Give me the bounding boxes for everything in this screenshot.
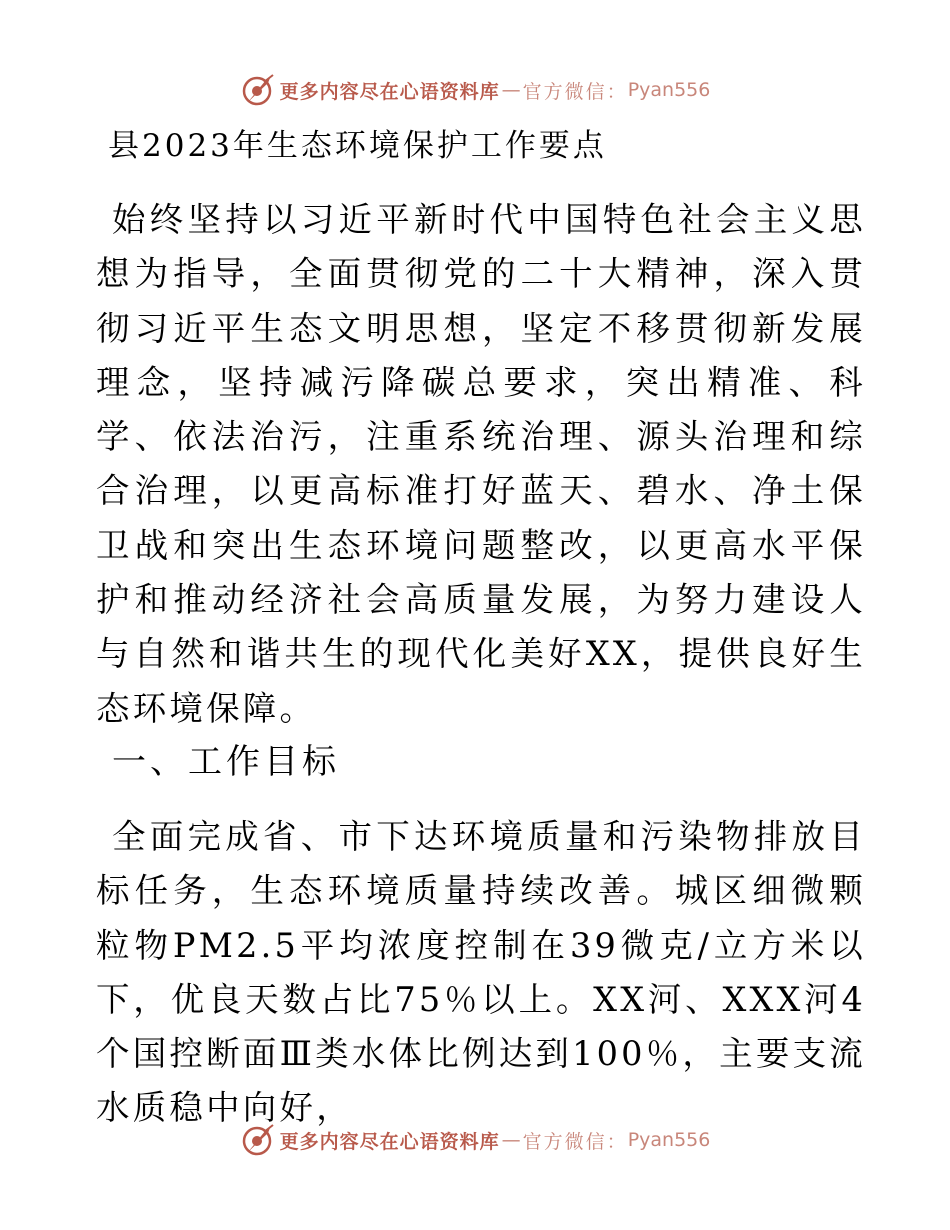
watermark-brand: 更多内容尽在心语资料库 [279, 1130, 500, 1153]
quill-logo-icon [240, 1122, 276, 1158]
watermark-wechat-id: Pyan556 [627, 1129, 711, 1151]
section-heading-work-goals: 一、工作目标 [112, 742, 340, 782]
watermark-label: 官方微信： [522, 80, 628, 103]
watermark-label: 官方微信： [522, 1130, 628, 1153]
watermark-header [0, 70, 950, 110]
paragraph-intro: 始终坚持以习近平新时代中国特色社会主义思想为指导，全面贯彻党的二十大精神，深入贯彻习近平生态文明思想，坚定不移贯彻新发展理念，坚持减污降碳总要求，突出精准、科学、依法治污，注重系统治理、源头治理和综合治理，以更高标准打好蓝天、碧水、净土保卫战和突出生态环境问题整改，以更高水平保护和推动经济社会高质量发展，为努力建设人与自然和谐共生的现代化美好XX，提供良好生态环境保障。 [96, 200, 866, 728]
watermark-wechat-id: Pyan556 [627, 79, 711, 101]
watermark-separator: — [501, 79, 521, 101]
quill-logo-icon [240, 72, 276, 108]
document-title: 县2023年生态环境保护工作要点 [108, 128, 607, 164]
watermark-brand: 更多内容尽在心语资料库 [279, 80, 500, 103]
watermark-footer [0, 1120, 950, 1160]
watermark-separator: — [501, 1129, 521, 1151]
paragraph-work-goals: 全面完成省、市下达环境质量和污染物排放目标任务，生态环境质量持续改善。城区细微颗粒物PM2.5平均浓度控制在39微克/立方米以下，优良天数占比75％以上。XX河、XXX河4个国控断面Ⅲ类水体比例达到100％，主要支流水质稳中向好， [96, 817, 866, 1128]
